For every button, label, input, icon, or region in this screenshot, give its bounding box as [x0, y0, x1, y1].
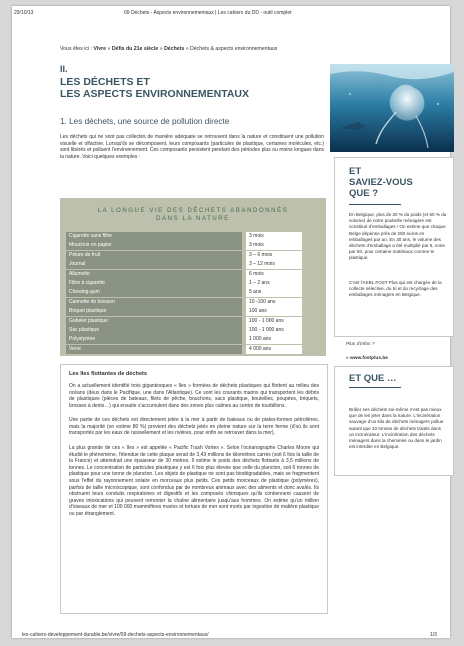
waste-item-cell: Filtre à cigarette	[66, 279, 242, 288]
footer-url: les-cahiers-developpement-durable.be/vivre/09-dechets-aspects-environnementaux/	[22, 632, 209, 638]
print-date: 29/10/13	[14, 10, 34, 16]
table-row	[66, 317, 320, 326]
waste-duration-cell: 3 – 12 mois	[246, 260, 302, 269]
floating-islands-title: Les îles flottantes de déchets	[69, 371, 148, 377]
floating-islands-p1: On a actuellement identifié trois gigantesques « îles » formées de déchets plastiques qui flottent au milieu des océans (deux dans le Pacifique, une dans l'Atlantique). Ce sont les courants marins qui transportent les débris de plastiques (pièces de bateaux, filets de pêche, bouchons, sacs plastique, bouteilles, poupées, briquets, brosses à dents…) qui ensuite s'accumulent dans des zones plus calmes au centre de tourbillons.	[69, 383, 319, 409]
table-row	[66, 345, 320, 354]
et-que-title: ET QUE …	[349, 373, 397, 384]
waste-item-cell: Cannette de boisson	[66, 298, 242, 307]
subsection-title: 1. Les déchets, une source de pollution directe	[60, 117, 230, 126]
ocean-plastic-photo	[330, 64, 454, 152]
waste-duration-cell: 3 mois	[246, 232, 302, 241]
section-number: II.	[60, 64, 68, 74]
document-page	[12, 6, 450, 638]
waste-duration-cell: 1 – 2 ans	[246, 279, 302, 288]
table-row	[66, 279, 320, 288]
table-row	[66, 298, 320, 307]
waste-item-cell: Sac plastique	[66, 326, 242, 335]
et-que-box	[334, 366, 454, 476]
waste-item-cell: Allumette	[66, 270, 242, 279]
saviez-vous-title-line3: QUE ?	[349, 188, 379, 199]
fostplus-link[interactable]: » www.fostplus.be	[346, 356, 388, 361]
waste-item-cell: Verre	[66, 345, 242, 354]
table-row	[66, 326, 320, 335]
footer-page-number: 1/3	[430, 632, 437, 638]
table-row	[66, 241, 320, 250]
saviez-vous-text-1: En Belgique, plus de 30 % du poids (et 50 % du volume) de notre poubelle ménagère est constitué d'emballages ! On estime que chaque Belge dépense près de 250 euros en emballages par an. En 30 ans, le volume des déchets d'emballage a été multiplié par 5, voire par 50, pour certaine matériaux comme le plastique.	[349, 212, 447, 261]
table-row	[66, 260, 320, 269]
section-title-line1: LES DÉCHETS ET	[60, 76, 150, 88]
breadcrumb-sep: »	[106, 46, 112, 52]
print-title: 09 Déchets - Aspects environnementaux | Les cahiers du DD - outil complet	[124, 10, 292, 16]
table-row	[66, 288, 320, 297]
ocean-plastic-image	[330, 64, 454, 152]
waste-duration-cell: 10 -100 ans	[246, 298, 302, 307]
waste-duration-cell: 100 - 1 000 ans	[246, 317, 302, 326]
saviez-vous-title-line2: SAVIEZ-VOUS	[349, 177, 413, 188]
waste-item-cell: Briquet plastique	[66, 307, 242, 316]
breadcrumb-current: Déchets & aspects environnementaux	[190, 46, 278, 52]
waste-item-cell: Pelure de fruit	[66, 251, 242, 260]
section-title	[60, 76, 310, 100]
table-title	[60, 207, 326, 223]
et-que-divider	[349, 387, 401, 388]
table-title-line2: DANS LA NATURE	[156, 216, 230, 222]
saviez-vous-text-2: C'est l'ASBL FOST Plus qui est chargée de la collecte sélective, du tri et du recyclage des emballages ménagers en Belgique.	[349, 280, 442, 298]
floating-islands-section	[60, 364, 328, 614]
waste-duration-cell: 100 - 1 000 ans	[246, 326, 302, 335]
intro-paragraph: Les déchets qui ne sont pas collectés de manière adéquate se retrouvent dans la nature et constituent une pollution visuelle et olfactive. Lorsqu'ils se décomposent, leurs composants (particules de plastique, certaines molécules, etc.) sont libérés et polluent l'environnement. Ces composants persistent pendant des périodes plus ou moins longues dans la nature. Voici quelques exemples :	[60, 134, 324, 160]
breadcrumb-vivre-link[interactable]: Vivre	[93, 46, 107, 52]
waste-item-cell: Mouchoir en papier	[66, 241, 242, 250]
table-row	[66, 270, 320, 279]
waste-item-cell: Chewing-gum	[66, 288, 242, 297]
waste-lifetime-table	[60, 198, 326, 356]
breadcrumb-sep: »	[184, 46, 191, 52]
waste-duration-cell: 3 mois	[246, 241, 302, 250]
saviez-vous-box	[334, 157, 454, 337]
section-title-line2: LES ASPECTS ENVIRONNEMENTAUX	[60, 88, 250, 100]
saviez-vous-title	[349, 166, 413, 199]
table-row	[66, 335, 320, 344]
waste-item-cell: Journal	[66, 260, 242, 269]
breadcrumb-dechets-link[interactable]: Déchets	[164, 46, 185, 52]
waste-item-cell: Polystyrène	[66, 335, 242, 344]
waste-item-cell: Cigarette sans filtre	[66, 232, 242, 241]
breadcrumb-sep: »	[158, 46, 165, 52]
breadcrumb-defis-link[interactable]: Défis du 21e siècle	[111, 46, 159, 52]
table-row	[66, 232, 320, 241]
waste-duration-cell: 5 ans	[246, 288, 302, 297]
breadcrumb-prefix: Vous êtes ici :	[60, 46, 94, 52]
table-title-line1: LA LONGUE VIE DES DÉCHETS ABANDONNÉS	[97, 208, 289, 214]
waste-item-cell: Gobelet plastique	[66, 317, 242, 326]
saviez-vous-title-line1: ET	[349, 166, 362, 177]
et-que-text: Brûler ses déchets soi-même n'est pas mieux que de les jeter dans la nature. L'incinération sauvage d'un kilo de déchets ménagers pollue autant que 10 tonnes de déchets traités dans un incinérateur. L'incinération des déchets ménagers dans la cheminée ou dans le jardin est interdite en Belgique.	[349, 407, 444, 450]
saviez-vous-divider	[349, 204, 401, 205]
breadcrumb	[60, 46, 277, 52]
waste-duration-cell: 100 ans	[246, 307, 302, 316]
waste-duration-cell: 1 000 ans	[246, 335, 302, 344]
floating-islands-p2: Une partie de ces déchets est directement jetée à la mer à partir de bateaux ou de plates-formes pétrolières, mais la majorité (on estime 80 %) provient des déchets jetés en pleine nature sur la terre ferme (d'où ils sont transportés par les eaux de ruissellement et les rivières, pour enfin se retrouver dans la mer).	[69, 417, 319, 437]
waste-duration-cell: 6 mois	[246, 270, 302, 279]
waste-duration-cell: 3 – 6 mois	[246, 251, 302, 260]
table-row	[66, 251, 320, 260]
waste-duration-cell: 4 000 ans	[246, 345, 302, 354]
more-info-heading: Plus d'infos ?	[346, 342, 375, 347]
table-row	[66, 307, 320, 316]
floating-islands-p3: La plus grande de ces « îles » est appelée « Pacific Trash Vortex ». Selon l'océanographe Charles Moore qui étudié le phénomène, l'étendue de cette plaque serait de 3,43 millions de kilomètres carrés (soit 6 fois la taille de la France) et atteindrait une épaisseur de 30 mètres. Il estime le poids des déchets flottants à 3,5 millions de tonnes. Le concentration de particules plastiques y est 6 fois plus élevée que celle du plancton, soit 6 tonnes de plastique pour une tonne de plancton. Les objets de plastique ne sont pas biodégradables, mais se fragmentent sous l'effet du rayonnement solaire en morceaux plus petits. Ces petits morceaux de plastique (polymères), parfois de taille microscopique, sont confondus par de nombreux animaux avec des aliments et donc avalés. Ils obstruent leurs conduits respiratoires et digestifs et les composés chimiques qu'ils contiennent causent de graves intoxications qui peuvent remonter la chaîne alimentaire jusqu'aux hommes. On estime qu'un million d'oiseaux de mer et 100 000 mammifères marins et tortues de mer sont morts par ingestion de matière plastique ou par étranglement.	[69, 445, 319, 517]
